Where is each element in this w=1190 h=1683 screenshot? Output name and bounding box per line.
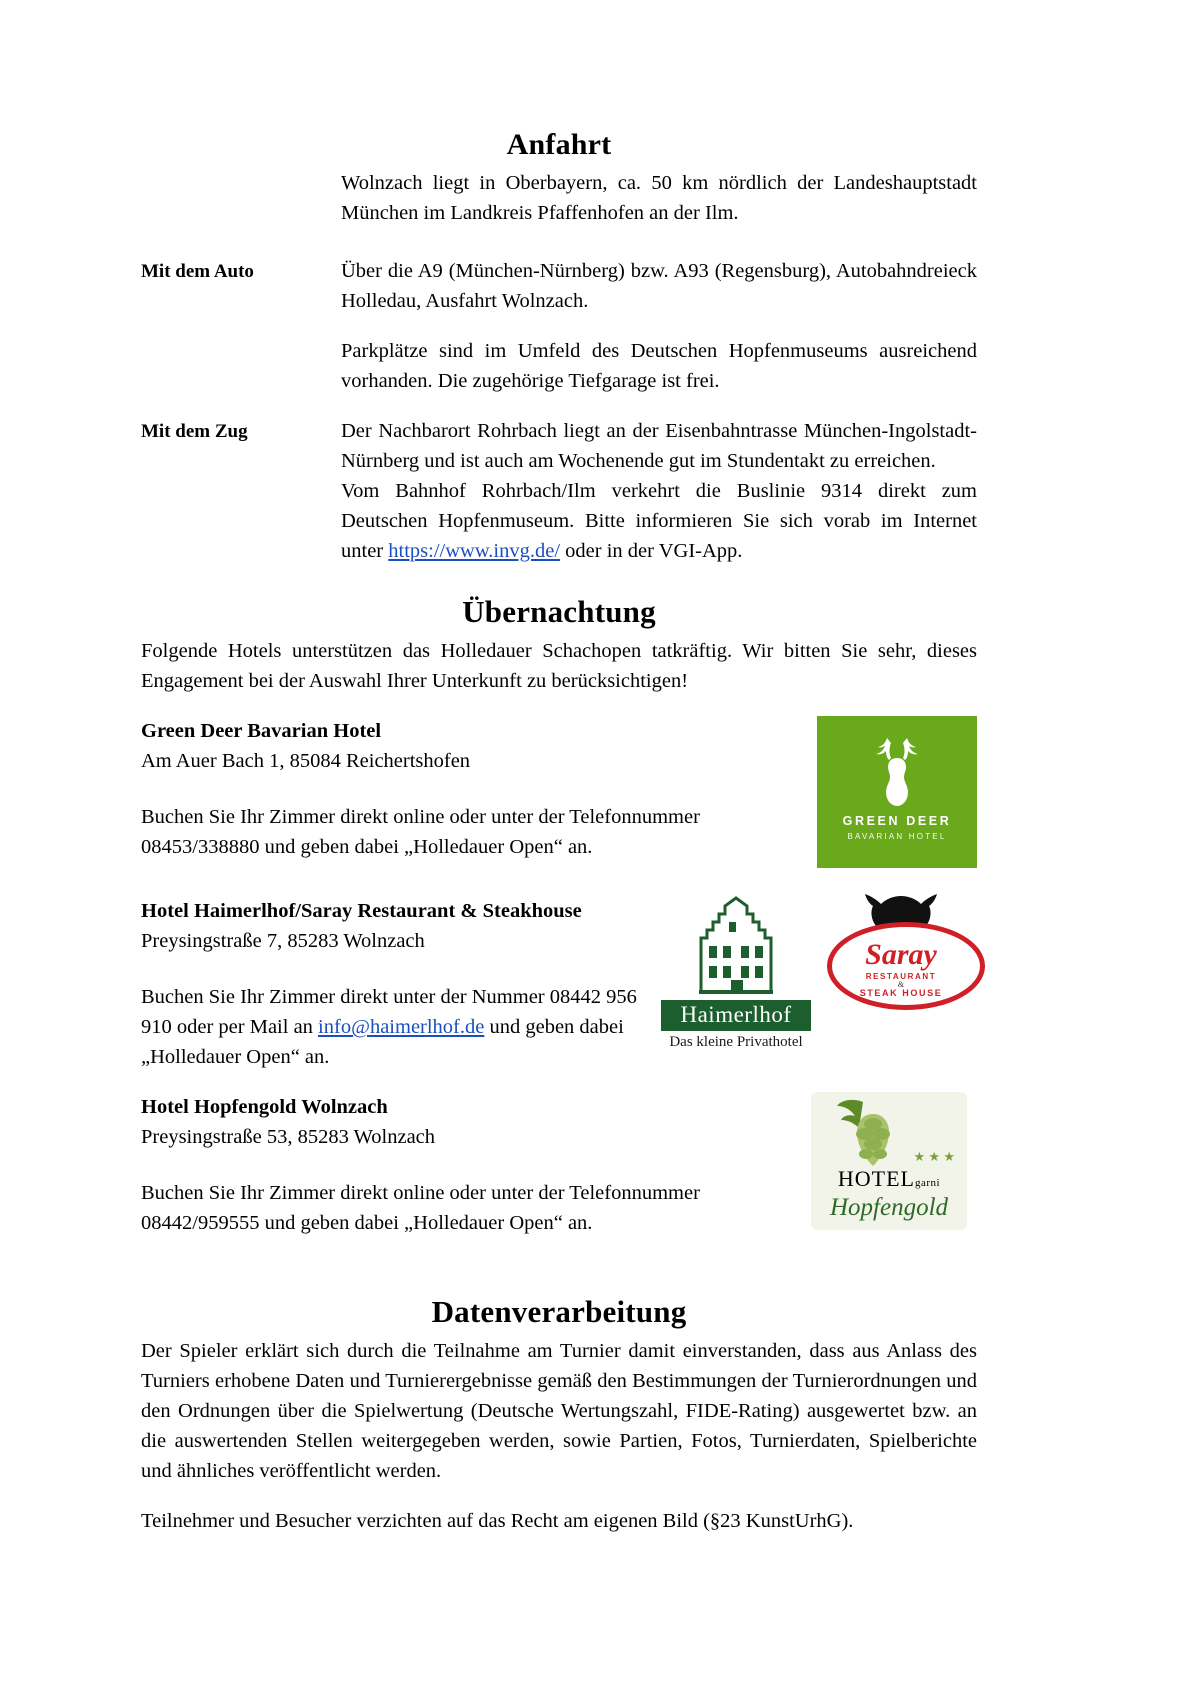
hotel-haimerlhof-booking-lead: Buchen Sie Ihr Zimmer direkt unter der Nummer 08442 956 910 oder per Mail an	[141, 986, 637, 1038]
haimerlhof-logo	[661, 892, 811, 1050]
hopfengold-logo-hotel-word: HOTEL	[837, 1166, 915, 1191]
datenverarbeitung-paragraph-2: Teilnehmer und Besucher verzichten auf das Recht am eigenen Bild (§23 KunstUrhG).	[141, 1510, 854, 1532]
anfahrt-label-auto: Mit dem Auto	[141, 261, 254, 282]
anfahrt-text-auto-1: Über die A9 (München-Nürnberg) bzw. A93 (Regensburg), Autobahndreieck Holledau, Ausfahrt Wolnzach.	[341, 260, 977, 312]
anfahrt-text-zug-1: Der Nachbarort Rohrbach liegt an der Eisenbahntrasse München-Ingolstadt-Nürnberg und ist auch am Wochenende gut im Stundentakt zu erreichen.	[341, 420, 977, 472]
hotel-haimerlhof-name: Hotel Haimerlhof/Saray Restaurant & Steakhouse	[141, 900, 582, 922]
haimerlhof-logo-title: Haimerlhof	[661, 1000, 811, 1031]
anfahrt-row-auto	[141, 256, 977, 316]
hotel-green-deer-text	[141, 716, 821, 862]
hotel-haimerlhof-text	[141, 896, 661, 1072]
anfahrt-text-zug-2-lead: Vom Bahnhof Rohrbach/Ilm verkehrt die Buslinie 9314 direkt zum Deutschen Hopfenmuseum. Bitte informieren Sie sich vorab im Internet unter	[341, 480, 977, 562]
section-title-datenverarbeitung: Datenverarbeitung	[431, 1294, 687, 1329]
document-content	[141, 128, 977, 1536]
hotel-hopfengold-text	[141, 1092, 821, 1238]
hopfengold-stars: ★ ★ ★	[913, 1149, 955, 1164]
hotel-haimerlhof-booking	[141, 982, 661, 1072]
saray-logo	[821, 894, 981, 1029]
hotel-hopfengold-booking: Buchen Sie Ihr Zimmer direkt online oder unter der Telefonnummer 08442/959555 und geben dabei „Holledauer Open“ an.	[141, 1182, 700, 1234]
haimerlhof-email-link[interactable]: info@haimerlhof.de	[318, 1016, 485, 1038]
anfahrt-text-zug-2-tail: oder in der VGI-App.	[560, 540, 743, 562]
haimerlhof-logo-subtitle: Das kleine Privathotel	[669, 1034, 803, 1050]
saray-logo-title: Saray	[865, 938, 937, 971]
hotel-block-hopfengold	[141, 1092, 977, 1238]
hopfengold-logo-garni: garni	[914, 1177, 941, 1189]
datenverarbeitung-paragraph-1: Der Spieler erklärt sich durch die Teilnahme am Turnier damit einverstanden, dass aus Anlass des Turniers erhobene Daten und Turnierergebnisse gemäß den Bestimmungen der Turnierordnungen und den Ordnungen über die Spielwertung (Deutsche Wertungszahl, FIDE-Rating) ausgewertet bzw. an die auswertenden Stellen weitergegeben werden, sowie Partien, Fotos, Turnierdaten, Spielberichte und ähnliches veröffentlicht werden.	[141, 1340, 977, 1482]
hotel-green-deer-name: Green Deer Bavarian Hotel	[141, 720, 382, 742]
saray-logo-subtitle2: STEAK HOUSE	[859, 988, 943, 998]
hotel-green-deer-booking: Buchen Sie Ihr Zimmer direkt online oder unter der Telefonnummer 08453/338880 und geben dabei „Holledauer Open“ an.	[141, 806, 700, 858]
saray-logo-subtitle: RESTAURANT	[865, 972, 937, 981]
anfahrt-label-zug: Mit dem Zug	[141, 421, 248, 442]
hotel-green-deer-address: Am Auer Bach 1, 85084 Reichertshofen	[141, 750, 471, 772]
hop-cone-icon	[833, 1096, 911, 1176]
hotel-hopfengold-address: Preysingstraße 53, 85283 Wolnzach	[141, 1126, 436, 1148]
hotel-block-haimerlhof	[141, 896, 977, 1072]
section-title-uebernachtung: Übernachtung	[462, 594, 656, 629]
hotel-hopfengold-name: Hotel Hopfengold Wolnzach	[141, 1096, 388, 1118]
anfahrt-intro: Wolnzach liegt in Oberbayern, ca. 50 km nördlich der Landeshauptstadt München im Landkreis Pfaffenhofen an der Ilm.	[341, 172, 977, 224]
haimerlhof-house-icon	[661, 892, 811, 1000]
hopfengold-logo	[811, 1092, 967, 1230]
hopfengold-logo-title: Hopfengold	[829, 1194, 949, 1221]
green-deer-logo-title: GREEN DEER	[842, 814, 952, 828]
deer-icon	[865, 734, 929, 810]
green-deer-logo	[817, 716, 977, 868]
anfahrt-text-auto-2: Parkplätze sind im Umfeld des Deutschen Hopfenmuseums ausreichend vorhanden. Die zugehörige Tiefgarage ist frei.	[341, 340, 977, 392]
hotel-block-green-deer	[141, 716, 977, 862]
section-title-anfahrt: Anfahrt	[506, 128, 612, 161]
invg-link[interactable]: https://www.invg.de/	[388, 540, 561, 562]
hotel-haimerlhof-address: Preysingstraße 7, 85283 Wolnzach	[141, 930, 425, 952]
uebernachtung-intro: Folgende Hotels unterstützen das Holledauer Schachopen tatkräftig. Wir bitten Sie sehr, dieses Engagement bei der Auswahl Ihrer Unterkunft zu berücksichtigen!	[141, 640, 977, 692]
hotel-haimerlhof-booking-tail: und geben dabei „Holledauer Open“ an.	[141, 1016, 624, 1068]
anfahrt-text-zug-2	[341, 476, 977, 566]
saray-logo-amp: &	[897, 980, 905, 989]
green-deer-logo-subtitle: BAVARIAN HOTEL	[847, 832, 947, 841]
anfahrt-row-zug	[141, 416, 977, 476]
